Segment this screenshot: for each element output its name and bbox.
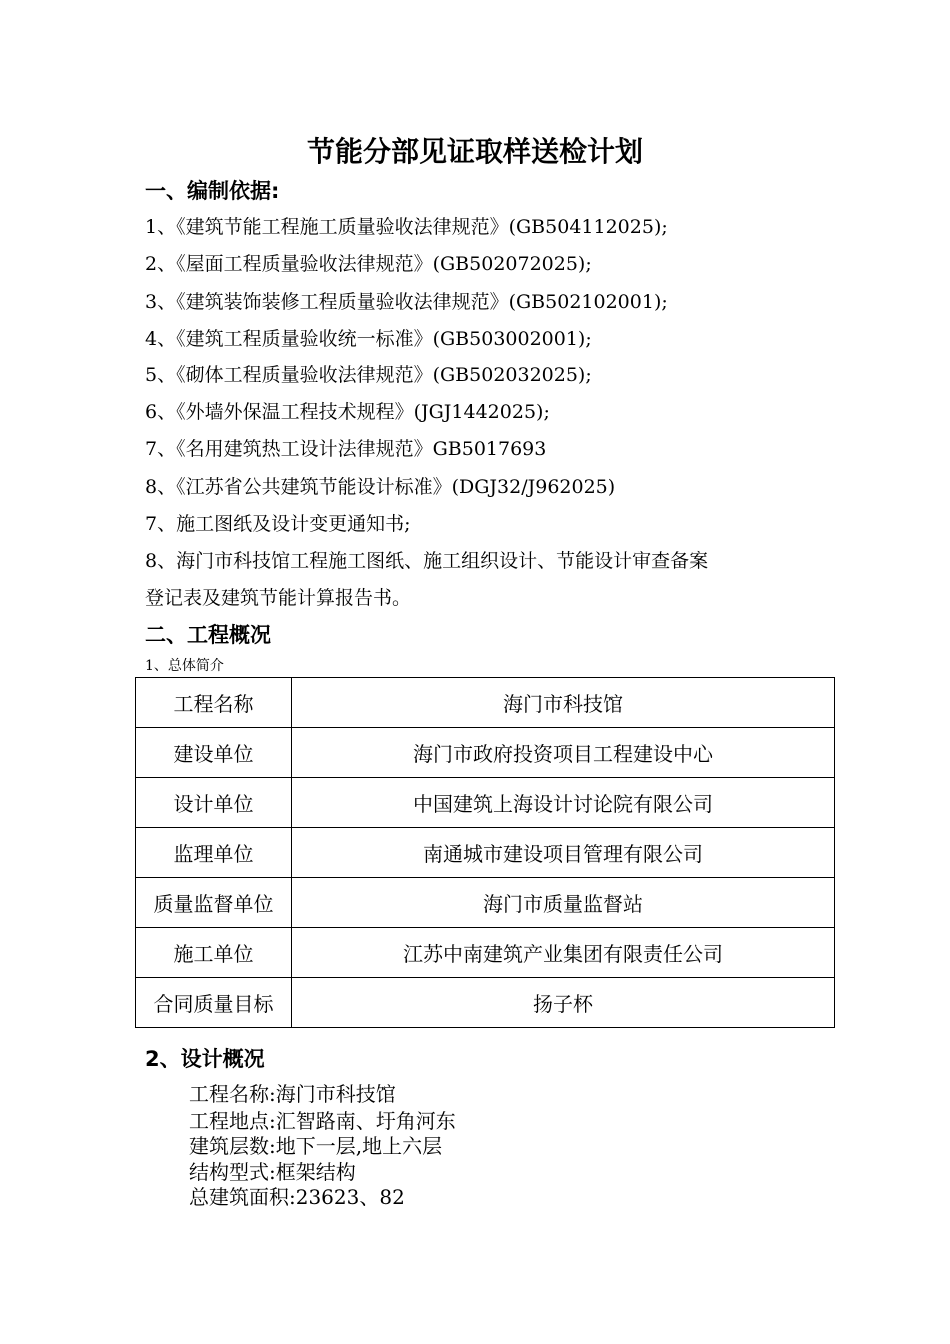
basis-item: 3、《建筑装饰装修工程质量验收法律规范》(GB502102001); (145, 291, 668, 313)
basis-item: 8、《江苏省公共建筑节能设计标准》(DGJ32/J962025) (145, 476, 616, 498)
table-value-cell: 海门市政府投资项目工程建设中心 (292, 728, 835, 778)
section-heading-basis: 一、编制依据: (145, 179, 280, 203)
table-row (136, 928, 835, 978)
table-row (136, 778, 835, 828)
subsection-label: 1、总体简介 (145, 658, 224, 674)
section-heading-overview: 二、工程概况 (145, 623, 271, 647)
table-key-cell: 监理单位 (136, 828, 292, 878)
design-detail-line: 工程名称:海门市科技馆 (189, 1082, 396, 1106)
table-key-cell: 工程名称 (136, 678, 292, 728)
basis-item: 6、《外墙外保温工程技术规程》(JGJ1442025); (145, 401, 550, 423)
table-row (136, 828, 835, 878)
table-value-cell: 海门市质量监督站 (292, 878, 835, 928)
table-row (136, 878, 835, 928)
design-detail-line: 建筑层数:地下一层,地上六层 (189, 1134, 443, 1158)
table-value-cell: 扬子杯 (292, 978, 835, 1028)
design-detail-line: 工程地点:汇智路南、圩角河东 (189, 1109, 456, 1133)
basis-item: 7、施工图纸及设计变更通知书; (145, 513, 411, 535)
table-key-cell: 设计单位 (136, 778, 292, 828)
basis-item: 8、海门市科技馆工程施工图纸、施工组织设计、节能设计审查备案 (145, 550, 709, 572)
table-row (136, 678, 835, 728)
basis-item: 5、《砌体工程质量验收法律规范》(GB502032025); (145, 364, 592, 386)
section-heading-design: 2、设计概况 (145, 1047, 265, 1071)
basis-item: 2、《屋面工程质量验收法律规范》(GB502072025); (145, 253, 592, 275)
design-detail-line: 总建筑面积:23623、82 (189, 1185, 405, 1209)
table-key-cell: 合同质量目标 (136, 978, 292, 1028)
project-info-table (135, 677, 835, 1028)
table-value-cell: 江苏中南建筑产业集团有限责任公司 (292, 928, 835, 978)
table-key-cell: 建设单位 (136, 728, 292, 778)
table-row (136, 728, 835, 778)
document-title: 节能分部见证取样送检计划 (306, 135, 643, 168)
design-detail-line: 结构型式:框架结构 (189, 1160, 356, 1184)
table-row (136, 978, 835, 1028)
table-key-cell: 施工单位 (136, 928, 292, 978)
table-key-cell: 质量监督单位 (136, 878, 292, 928)
basis-item: 1、《建筑节能工程施工质量验收法律规范》(GB504112025); (145, 216, 668, 238)
table-value-cell: 中国建筑上海设计讨论院有限公司 (292, 778, 835, 828)
basis-item: 登记表及建筑节能计算报告书。 (145, 587, 412, 609)
basis-item: 4、《建筑工程质量验收统一标准》(GB503002001); (145, 328, 592, 350)
table-value-cell: 海门市科技馆 (292, 678, 835, 728)
table-value-cell: 南通城市建设项目管理有限公司 (292, 828, 835, 878)
basis-item: 7、《名用建筑热工设计法律规范》GB5017693 (145, 438, 547, 460)
